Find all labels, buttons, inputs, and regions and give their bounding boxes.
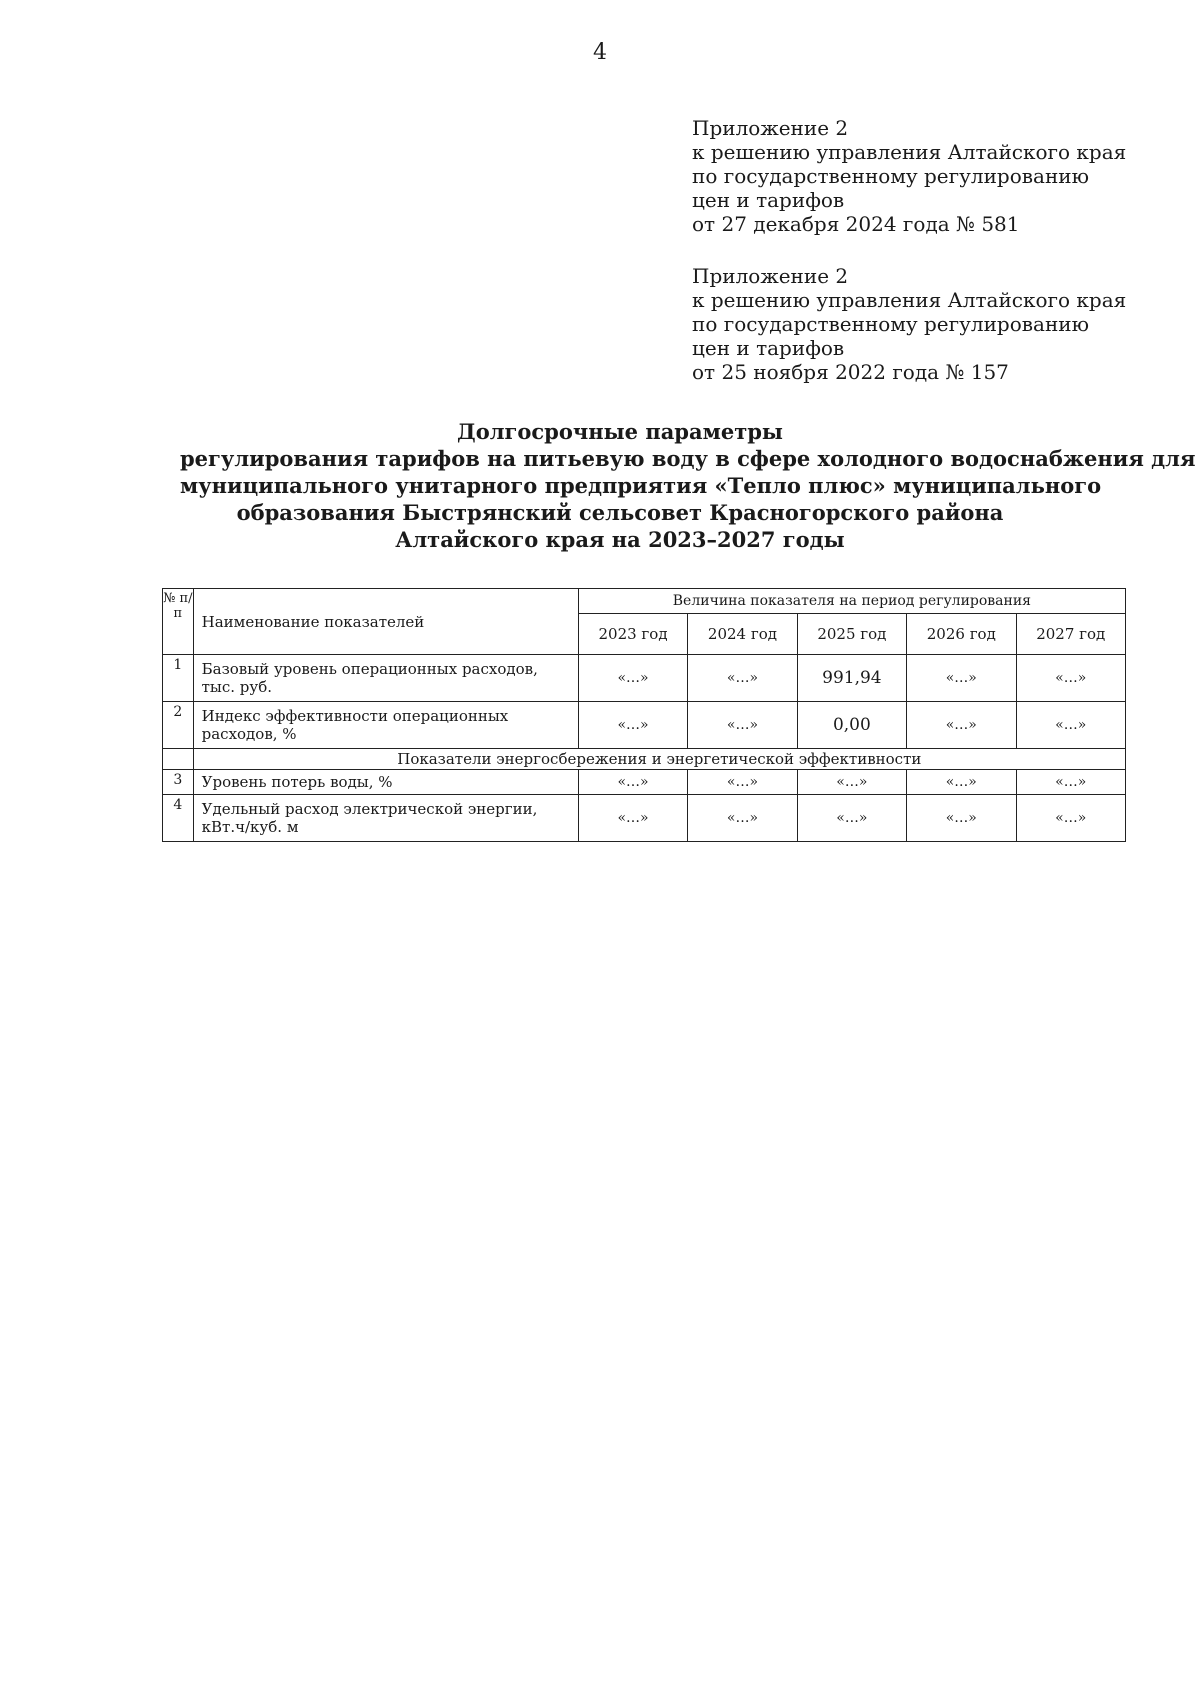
row-value: «…» [688,655,797,702]
row-value: «…» [578,702,687,749]
header-year: 2026 год [907,614,1016,655]
row-name: Уровень потерь воды, % [193,770,578,795]
appendix-line: по государственному регулированию [692,312,1090,336]
row-value: «…» [797,795,906,842]
title-line: регулирования тарифов на питьевую воду в сфере холодного водоснабжения для [180,446,1196,471]
header-num: № п/ п [163,589,194,655]
header-year: 2025 год [797,614,906,655]
header-year: 2024 год [688,614,797,655]
row-name: Индекс эффективности операционных расходов, % [193,702,578,749]
header-year: 2023 год [578,614,687,655]
row-value: «…» [688,770,797,795]
row-name: Удельный расход электрической энергии, кВт.ч/куб. м [193,795,578,842]
row-value: 0,00 [797,702,906,749]
section-num-cell [163,749,194,770]
row-name: Базовый уровень операционных расходов, тыс. руб. [193,655,578,702]
row-value: «…» [688,795,797,842]
parameters-table [162,588,1126,842]
table-row [163,702,1126,749]
appendix-line: к решению управления Алтайского края [692,140,1127,164]
header-name: Наименование показателей [193,589,578,655]
header-year: 2027 год [1016,614,1126,655]
row-value: «…» [688,702,797,749]
section-title: Показатели энергосбережения и энергетической эффективности [193,749,1125,770]
row-num: 4 [163,795,194,842]
row-value: «…» [907,770,1016,795]
table-row [163,655,1126,702]
row-value: «…» [1016,655,1126,702]
row-value: «…» [578,655,687,702]
table-row [163,795,1126,842]
row-num: 3 [163,770,194,795]
row-value: «…» [578,770,687,795]
row-value: «…» [1016,770,1126,795]
header-period: Величина показателя на период регулирования [578,589,1125,614]
row-value: «…» [907,702,1016,749]
appendix-original [692,264,1126,384]
table-row [163,770,1126,795]
page-number: 4 [593,40,607,65]
row-value: 991,94 [797,655,906,702]
appendix-line: к решению управления Алтайского края [692,288,1127,312]
title-line: Алтайского края на 2023–2027 годы [395,527,845,552]
title-line: образования Быстрянский сельсовет Красногорского района [236,500,1004,525]
appendix-line: Приложение 2 [692,264,849,288]
row-value: «…» [1016,795,1126,842]
appendix-line: от 25 ноября 2022 года № 157 [692,360,1009,384]
appendix-current [692,116,1126,236]
row-value: «…» [578,795,687,842]
row-num: 2 [163,702,194,749]
title-line: Долгосрочные параметры [457,419,783,444]
table-section-row [163,749,1126,770]
appendix-line: Приложение 2 [692,116,849,140]
appendix-line: по государственному регулированию [692,164,1090,188]
title-line: муниципального унитарного предприятия «Тепло плюс» муниципального [180,473,1102,498]
row-value: «…» [797,770,906,795]
row-num: 1 [163,655,194,702]
appendix-line: цен и тарифов [692,188,845,212]
document-title [180,418,1196,553]
row-value: «…» [907,655,1016,702]
appendix-line: цен и тарифов [692,336,845,360]
row-value: «…» [1016,702,1126,749]
row-value: «…» [907,795,1016,842]
appendix-line: от 27 декабря 2024 года № 581 [692,212,1020,236]
